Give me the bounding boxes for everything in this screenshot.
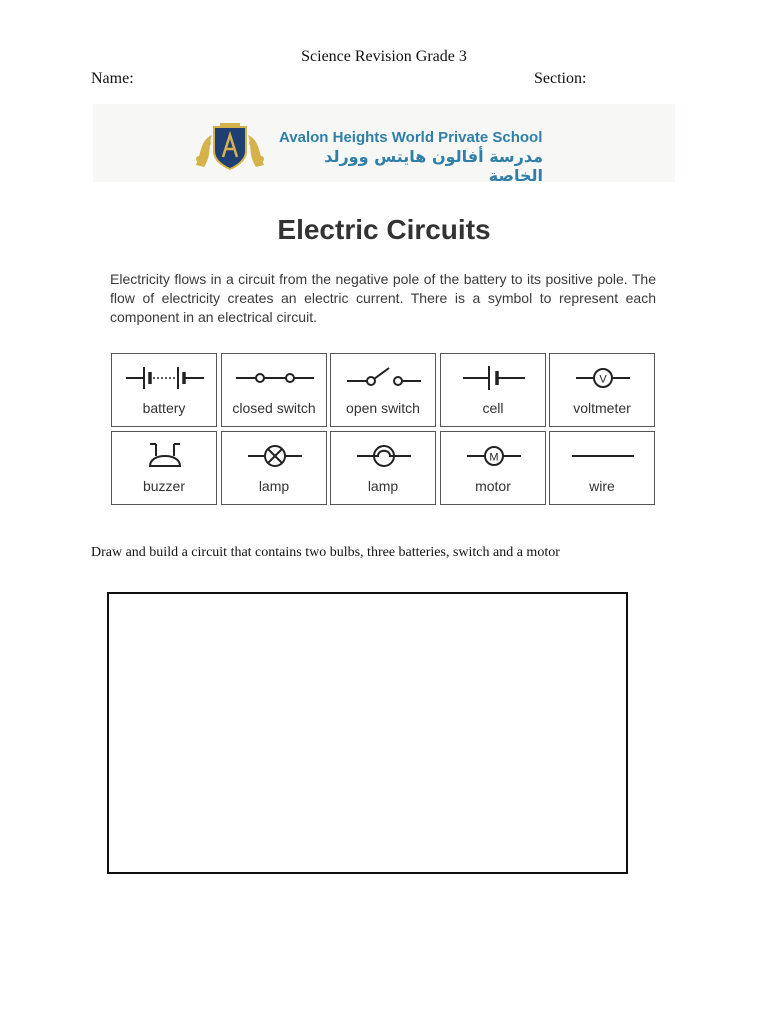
drawing-area[interactable] — [107, 592, 628, 874]
symbol-card-cell — [440, 353, 546, 427]
buzzer-symbol-icon — [112, 436, 218, 476]
worksheet-title: Electric Circuits — [277, 214, 491, 245]
motor-glyph: M — [489, 451, 499, 464]
symbol-card-wire — [549, 431, 655, 505]
symbol-label: lamp — [367, 478, 399, 494]
symbol-label: wire — [589, 478, 615, 494]
lamp-filament-symbol-icon — [331, 436, 437, 476]
symbol-card-lamp-filament — [330, 431, 436, 505]
school-name-arabic: مدرسة أفالون هايتس وورلد الخاصة — [324, 147, 543, 185]
section-label: Section: — [534, 70, 587, 87]
battery-symbol-icon — [112, 358, 218, 398]
symbol-label: lamp — [258, 478, 290, 494]
task-instruction: Draw and build a circuit that contains two bulbs, three batteries, switch and a motor — [91, 545, 560, 560]
cell-symbol-icon — [441, 358, 547, 398]
voltmeter-glyph: V — [599, 373, 607, 386]
school-name-english: Avalon Heights World Private School — [279, 129, 543, 146]
symbol-card-buzzer — [111, 431, 217, 505]
symbol-card-closed-switch — [221, 353, 327, 427]
intro-paragraph: Electricity flows in a circuit from the negative pole of the battery to its positive pole. The flow of electricity creates an electric current. There is a symbol to represent each component in an electrical circuit. — [110, 271, 656, 325]
symbol-label: open switch — [346, 400, 420, 416]
open-switch-symbol-icon — [331, 358, 437, 398]
lamp-cross-symbol-icon — [222, 436, 328, 476]
symbol-card-voltmeter — [549, 353, 655, 427]
symbol-label: buzzer — [142, 478, 186, 494]
name-label: Name: — [91, 70, 134, 87]
symbol-card-lamp-cross — [221, 431, 327, 505]
closed-switch-symbol-icon — [222, 358, 328, 398]
symbol-label: battery — [142, 400, 186, 416]
symbol-label: motor — [475, 478, 511, 494]
symbol-label: voltmeter — [573, 400, 631, 416]
school-crest-icon — [190, 121, 270, 173]
voltmeter-symbol-icon — [550, 358, 656, 398]
symbol-card-battery — [111, 353, 217, 427]
symbol-label: cell — [482, 400, 504, 416]
symbol-card-open-switch — [330, 353, 436, 427]
symbol-card-motor — [440, 431, 546, 505]
motor-symbol-icon — [441, 436, 547, 476]
wire-symbol-icon — [550, 436, 656, 476]
symbol-label: closed switch — [232, 400, 316, 416]
page-title: Science Revision Grade 3 — [301, 48, 467, 65]
